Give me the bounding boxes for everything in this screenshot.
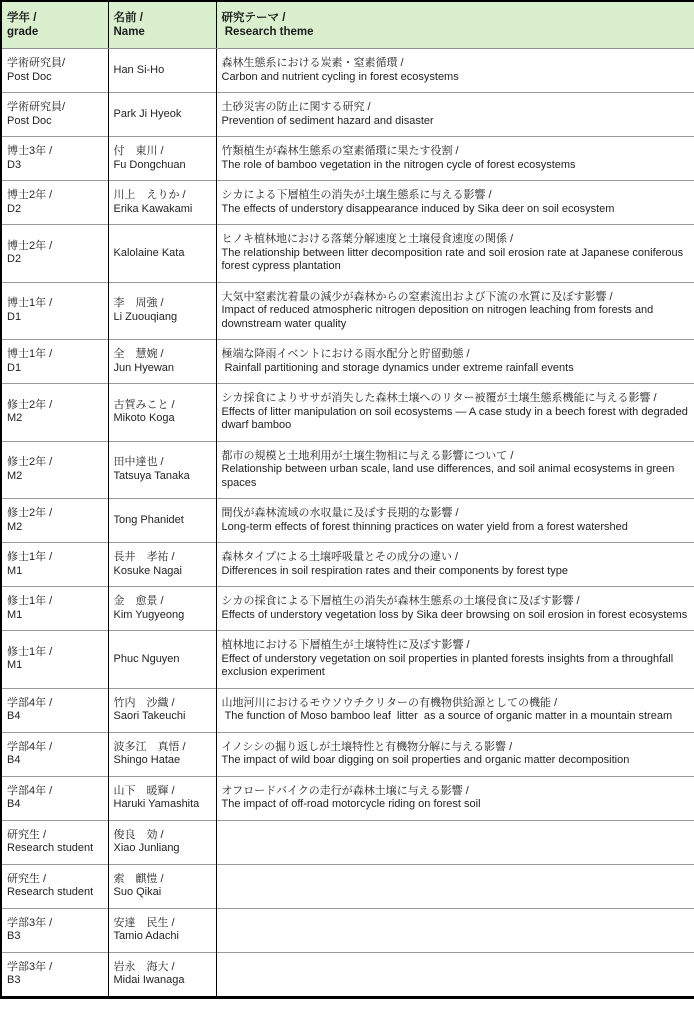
name-ja: 古賀みこと / [113, 398, 175, 411]
theme-en: Effect of understory vegetation on soil properties in planted forests insights from a throughfall exclusion experiment [221, 652, 677, 678]
name-en: Midai Iwanaga [113, 974, 185, 986]
theme-cell [216, 543, 694, 587]
table-row [1, 225, 694, 283]
theme-en: Differences in soil respiration rates and their components by forest type [221, 564, 568, 577]
table-row [1, 587, 694, 631]
grade-en: M1 [7, 608, 23, 621]
name-cell [108, 282, 216, 340]
theme-cell [216, 499, 694, 543]
name-en: Kim Yugyeong [113, 608, 185, 621]
table-header [1, 1, 694, 49]
theme-cell [216, 631, 694, 689]
name-cell [108, 225, 216, 283]
grade-ja: 博士1年 / [7, 297, 53, 310]
name-ja: 俊良 効 / [113, 828, 164, 841]
name-ja: 全 慧婉 / [113, 348, 164, 360]
theme-ja: 都市の規模と土地利用が土壌生物相に与える影響について / [221, 449, 514, 462]
theme-en: The relationship between litter decomposition rate and soil erosion rate at Japanese coniferous forest cypress plantation [221, 246, 687, 272]
table-row [1, 93, 694, 137]
theme-ja: 間伐が森林流域の水収量に及ぼす長期的な影響 / [221, 507, 459, 519]
table-row [1, 137, 694, 181]
theme-cell [216, 441, 694, 499]
table-row [1, 952, 694, 997]
name-ja: 付 東川 / [113, 145, 164, 157]
grade-cell [1, 137, 108, 181]
theme-ja: 森林生態系における炭素・窒素循環 / [221, 57, 404, 69]
grade-cell [1, 93, 108, 137]
grade-en: Research student [7, 886, 94, 898]
theme-ja: シカによる下層植生の消失が土壌生態系に与える影響 / [221, 189, 492, 201]
name-cell [108, 543, 216, 587]
name-ja: 長井 孝祐 / [113, 551, 175, 563]
theme-ja: イノシシの掘り返しが土壌特性と有機物分解に与える影響 / [221, 740, 513, 753]
grade-en: Post Doc [7, 114, 52, 127]
grade-en: M1 [7, 564, 23, 577]
name-cell [108, 137, 216, 181]
theme-ja: シカの採食による下層植生の消失が森林生態系の土壌侵食に及ぼす影響 / [221, 595, 580, 607]
theme-en: Long-term effects of forest thinning practices on water yield from a forest watershed [221, 520, 628, 533]
name-en: Jun Hyewan [113, 361, 175, 374]
table-row [1, 181, 694, 225]
theme-ja: 竹類植生が森林生態系の窒素循環に果たす役割 / [221, 145, 459, 157]
name-cell [108, 688, 216, 732]
grade-en: D2 [7, 202, 22, 215]
theme-cell [216, 776, 694, 820]
grade-cell [1, 952, 108, 997]
theme-cell [216, 93, 694, 137]
grade-ja: 修士1年 / [7, 551, 53, 563]
name-en: Saori Takeuchi [113, 710, 186, 722]
grade-en: D2 [7, 253, 22, 266]
name-en: Xiao Junliang [113, 842, 180, 854]
table-row [1, 631, 694, 689]
name-ja: 岩永 海大 / [113, 960, 175, 973]
grade-cell [1, 864, 108, 908]
table-row [1, 441, 694, 499]
grade-en: D1 [7, 310, 22, 323]
header-cell-name [108, 1, 216, 49]
grade-en: M2 [7, 520, 23, 533]
grade-cell [1, 776, 108, 820]
grade-en: M2 [7, 412, 23, 425]
table-row [1, 384, 694, 442]
theme-ja: 山地河川におけるモウソウチクリターの有機物供給源としての機能 / [221, 696, 558, 709]
grade-en: B4 [7, 710, 21, 722]
grade-ja: 博士1年 / [7, 348, 53, 360]
table-row [1, 543, 694, 587]
name-en: Phuc Nguyen [113, 652, 180, 665]
table-row [1, 340, 694, 384]
name-cell [108, 441, 216, 499]
name-en: Kosuke Nagai [113, 564, 182, 577]
grade-ja: 修士2年 / [7, 507, 53, 519]
name-cell [108, 864, 216, 908]
theme-cell [216, 587, 694, 631]
theme-ja: オフロードバイクの走行が森林土壌に与える影響 / [221, 784, 469, 797]
table-row [1, 49, 694, 93]
name-en: Erika Kawakami [113, 202, 193, 215]
name-ja: 李 周強 / [113, 297, 164, 310]
grade-en: B4 [7, 754, 21, 766]
theme-en: Carbon and nutrient cycling in forest ecosystems [221, 70, 459, 83]
grade-en: M1 [7, 659, 23, 672]
grade-cell [1, 441, 108, 499]
table-row [1, 688, 694, 732]
name-cell [108, 384, 216, 442]
name-en: Suo Qikai [113, 886, 162, 898]
name-en: Fu Dongchuan [113, 158, 186, 171]
theme-cell [216, 384, 694, 442]
header-theme-ja: 研究テーマ / [221, 12, 286, 24]
theme-cell [216, 820, 694, 864]
theme-cell [216, 282, 694, 340]
theme-ja: 大気中窒素沈着量の減少が森林からの窒素流出および下流の水質に及ぼす影響 / [221, 290, 613, 303]
header-cell-theme [216, 1, 694, 49]
grade-ja: 修士1年 / [7, 645, 53, 658]
theme-cell [216, 732, 694, 776]
name-cell [108, 820, 216, 864]
name-en: Shingo Hatae [113, 754, 181, 766]
name-en: Haruki Yamashita [113, 798, 200, 810]
theme-en: The function of Moso bamboo leaf litter as a source of organic matter in a mountain stream [221, 710, 673, 722]
theme-en: Impact of reduced atmospheric nitrogen deposition on nitrogen leaching from forests and downstream water quality [221, 304, 657, 330]
name-en: Tong Phanidet [113, 513, 184, 526]
name-en: Li Zuouqiang [113, 310, 178, 323]
name-cell [108, 499, 216, 543]
name-cell [108, 631, 216, 689]
header-cell-grade [1, 1, 108, 49]
theme-cell [216, 225, 694, 283]
header-grade-ja: 学年 / [7, 12, 37, 24]
name-ja: 波多江 真悟 / [113, 740, 186, 753]
theme-ja: 森林タイプによる土壌呼吸量とその成分の違い / [221, 551, 459, 563]
name-en: Kalolaine Kata [113, 246, 185, 259]
header-name-ja: 名前 / [113, 12, 143, 24]
theme-cell [216, 181, 694, 225]
grade-ja: 学部4年 / [7, 784, 53, 797]
header-theme-en: Research theme [221, 26, 314, 38]
name-ja: 山下 暖輝 / [113, 784, 175, 797]
grade-en: D1 [7, 361, 22, 374]
name-cell [108, 732, 216, 776]
grade-ja: 博士2年 / [7, 239, 53, 252]
grade-ja: 修士2年 / [7, 456, 53, 469]
name-cell [108, 340, 216, 384]
theme-ja: 極端な降雨イベントにおける雨水配分と貯留動態 / [221, 348, 470, 360]
name-ja: 安達 民生 / [113, 916, 175, 929]
name-cell [108, 49, 216, 93]
theme-en: The role of bamboo vegetation in the nitrogen cycle of forest ecosystems [221, 158, 576, 171]
grade-cell [1, 688, 108, 732]
grade-ja: 研究生 / [7, 872, 47, 885]
name-cell [108, 776, 216, 820]
header-row [1, 1, 694, 49]
name-en: Tamio Adachi [113, 930, 179, 942]
grade-ja: 学術研究員/ [7, 57, 66, 69]
grade-ja: 修士2年 / [7, 398, 53, 411]
name-en: Park Ji Hyeok [113, 107, 182, 120]
grade-cell [1, 181, 108, 225]
name-ja: 田中達也 / [113, 456, 164, 469]
name-en: Han Si-Ho [113, 63, 165, 76]
grade-ja: 博士3年 / [7, 145, 53, 157]
grade-en: Research student [7, 842, 94, 854]
name-ja: 竹内 沙織 / [113, 696, 175, 709]
table-row [1, 499, 694, 543]
theme-en: The impact of off-road motorcycle riding on forest soil [221, 798, 481, 810]
table-body [1, 49, 694, 998]
grade-cell [1, 631, 108, 689]
theme-cell [216, 952, 694, 997]
theme-en: Effects of understory vegetation loss by Sika deer browsing on soil erosion in forest ecosystems [221, 608, 688, 621]
grade-ja: 修士1年 / [7, 595, 53, 607]
theme-cell [216, 137, 694, 181]
header-grade-en: grade [7, 26, 39, 38]
theme-ja: 植林地における下層植生が土壌特性に及ぼす影響 / [221, 639, 470, 651]
theme-ja: ヒノキ植林地における落葉分解速度と土壌侵食速度の関係 / [221, 233, 514, 245]
theme-en: Relationship between urban scale, land use differences, and soil animal ecosystems in green spaces [221, 463, 678, 489]
table-row [1, 776, 694, 820]
grade-ja: 学術研究員/ [7, 101, 66, 113]
name-ja: 川上 えりか / [113, 189, 186, 201]
table-row [1, 908, 694, 952]
name-en: Mikoto Koga [113, 412, 175, 425]
theme-ja: シカ採食によりササが消失した森林土壌へのリター被覆が土壌生態系機能に与える影響 / [221, 392, 657, 404]
name-cell [108, 952, 216, 997]
grade-ja: 学部3年 / [7, 916, 53, 929]
grade-cell [1, 587, 108, 631]
grade-cell [1, 732, 108, 776]
name-cell [108, 587, 216, 631]
theme-en: Effects of litter manipulation on soil ecosystems — A case study in a beech forest with degraded dwarf bamboo [221, 405, 694, 431]
grade-cell [1, 908, 108, 952]
theme-en: The impact of wild boar digging on soil properties and organic matter decomposition [221, 754, 630, 766]
grade-cell [1, 499, 108, 543]
theme-cell [216, 908, 694, 952]
grade-cell [1, 384, 108, 442]
theme-cell [216, 340, 694, 384]
grade-ja: 学部3年 / [7, 960, 53, 973]
grade-en: M2 [7, 469, 23, 482]
name-cell [108, 908, 216, 952]
grade-en: D3 [7, 158, 22, 171]
name-cell [108, 181, 216, 225]
grade-en: B3 [7, 974, 21, 986]
grade-en: B4 [7, 798, 21, 810]
name-en: Tatsuya Tanaka [113, 469, 190, 482]
grade-cell [1, 49, 108, 93]
table-row [1, 820, 694, 864]
grade-ja: 学部4年 / [7, 740, 53, 753]
grade-ja: 学部4年 / [7, 696, 53, 709]
grade-cell [1, 543, 108, 587]
table-row [1, 864, 694, 908]
name-ja: 索 麒愷 / [113, 872, 164, 885]
name-cell [108, 93, 216, 137]
grade-ja: 研究生 / [7, 828, 47, 841]
grade-cell [1, 282, 108, 340]
table-row [1, 282, 694, 340]
header-name-en: Name [113, 26, 145, 38]
grade-cell [1, 820, 108, 864]
name-ja: 金 愈景 / [113, 595, 164, 607]
theme-ja: 土砂災害の防止に関する研究 / [221, 101, 371, 113]
grade-en: B3 [7, 930, 21, 942]
theme-cell [216, 688, 694, 732]
theme-en: Rainfall partitioning and storage dynamics under extreme rainfall events [221, 361, 574, 374]
grade-cell [1, 225, 108, 283]
grade-ja: 博士2年 / [7, 189, 53, 201]
grade-en: Post Doc [7, 70, 52, 83]
table-row [1, 732, 694, 776]
theme-cell [216, 864, 694, 908]
theme-cell [216, 49, 694, 93]
theme-en: Prevention of sediment hazard and disaster [221, 114, 434, 127]
grade-cell [1, 340, 108, 384]
theme-en: The effects of understory disappearance induced by Sika deer on soil ecosystem [221, 202, 615, 215]
